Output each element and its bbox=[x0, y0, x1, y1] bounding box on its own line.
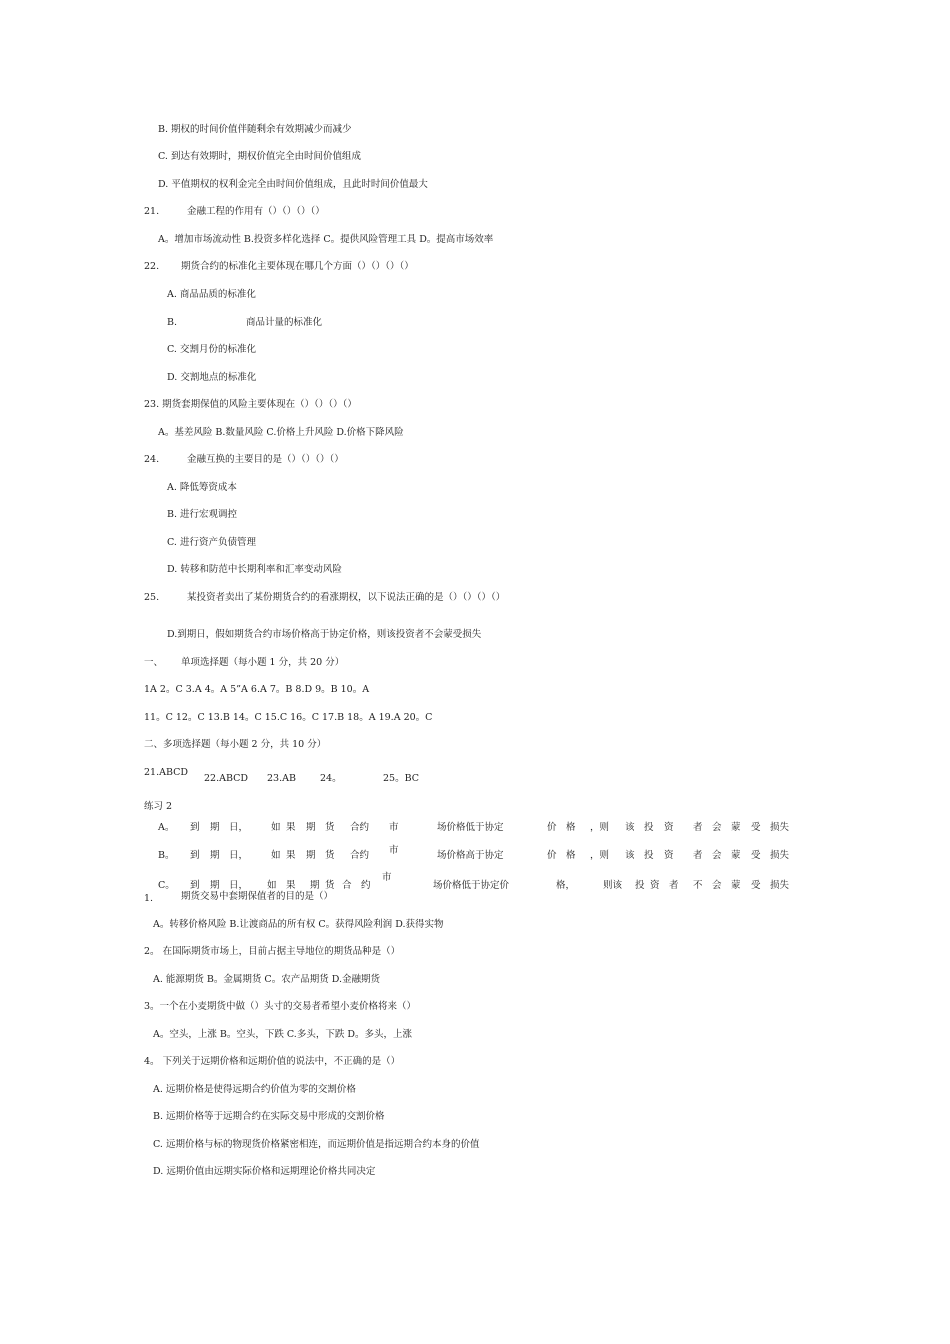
ex2-q4-option-c: C. 远期价格与标的物现货价格紧密相连，而远期价值是指远期合约本身的价值 bbox=[153, 1139, 480, 1150]
q23-options: A。基差风险 B.数量风险 C.价格上升风险 D.价格下降风险 bbox=[158, 427, 404, 438]
q25-text: 某投资者卖出了某份期货合约的看涨期权，以下说法正确的是（）（）（）（） bbox=[187, 592, 506, 603]
answers-single-line-2: 11。C 12。C 13.B 14。C 15.C 16。C 17.B 18。A 19.A 20。C bbox=[144, 712, 433, 723]
ex2-q4-option-a: A. 远期价格是使得远期合约价值为零的交割价格 bbox=[153, 1084, 356, 1095]
row-a-token: 市 bbox=[389, 822, 399, 833]
row-a-token: 价 bbox=[547, 822, 557, 833]
ex2-q4-text: 4。 下列关于远期价格和远期价值的说法中，不正确的是（） bbox=[144, 1056, 401, 1067]
row-b-token: 市 bbox=[389, 845, 399, 856]
exercise-2-title: 练习 2 bbox=[144, 801, 173, 812]
row-c-token: 果 bbox=[286, 880, 296, 891]
row-b-token: 货 bbox=[325, 850, 335, 861]
row-c-token: 不 bbox=[693, 880, 703, 891]
q22-option-b-text: 商品计量的标准化 bbox=[246, 317, 323, 328]
row-a-token: 货 bbox=[325, 822, 335, 833]
q24-option-d: D. 转移和防范中长期利率和汇率变动风险 bbox=[167, 564, 342, 575]
row-a-token: 如 bbox=[271, 822, 281, 833]
row-c-token: 受 bbox=[751, 880, 761, 891]
row-b-token: 该 bbox=[625, 850, 635, 861]
row-a-token: 会 bbox=[712, 822, 722, 833]
q21-options: A。增加市场流动性 B.投资多样化选择 C。提供风险管理工具 D。提高市场效率 bbox=[158, 234, 494, 245]
row-c-token: 日， bbox=[229, 880, 249, 891]
row-b-token: 果 bbox=[286, 850, 296, 861]
row-a-token: 资 bbox=[664, 822, 674, 833]
row-b-token: 期 bbox=[306, 850, 316, 861]
row-b-token: 资 bbox=[664, 850, 674, 861]
row-c-token: 者 bbox=[669, 880, 679, 891]
row-b-token: 格 bbox=[566, 850, 576, 861]
row-c-token: 如 bbox=[267, 880, 277, 891]
row-a-token: 期 bbox=[210, 822, 220, 833]
row-b-token: 日， bbox=[229, 850, 249, 861]
row-a-token: 损失 bbox=[770, 822, 790, 833]
q21-number: 21. bbox=[144, 206, 160, 217]
row-b-token: 合约 bbox=[350, 850, 370, 861]
row-c-token: 到 bbox=[190, 880, 200, 891]
answers-single-line-1: 1A 2。C 3.A 4。A 5”A 6.A 7。B 8.D 9。B 10。A bbox=[144, 684, 370, 695]
row-c-token: 损失 bbox=[770, 880, 790, 891]
row-a-token: 受 bbox=[751, 822, 761, 833]
q24-number: 24. bbox=[144, 454, 160, 465]
q22-option-d: D. 交割地点的标准化 bbox=[167, 372, 257, 383]
ex2-q1-text: 期货交易中套期保值者的目的是（） bbox=[181, 891, 334, 902]
ex2-q2-options: A. 能源期货 B。金属期货 C。农产品期货 D.金融期货 bbox=[153, 974, 381, 985]
row-c-token: 投 bbox=[635, 880, 645, 891]
row-b-token: B。 bbox=[158, 850, 175, 861]
ex2-q2-text: 2。 在国际期货市场上，目前占据主导地位的期货品种是（） bbox=[144, 946, 401, 957]
q23-text: 23. 期货套期保值的风险主要体现在（）（）（）（） bbox=[144, 399, 357, 410]
q22-text: 期货合约的标准化主要体现在哪几个方面（）（）（）（） bbox=[181, 261, 414, 272]
row-c-token: 会 bbox=[712, 880, 722, 891]
q20-option-c: C. 到达有效期时，期权价值完全由时间价值组成 bbox=[158, 151, 361, 162]
answer-24: 24。 bbox=[320, 773, 342, 784]
row-b-token: 如 bbox=[271, 850, 281, 861]
row-a-token: ，则 bbox=[590, 822, 610, 833]
row-a-token: 蒙 bbox=[731, 822, 741, 833]
q24-text: 金融互换的主要目的是（）（）（）（） bbox=[187, 454, 344, 465]
row-b-token: 期 bbox=[210, 850, 220, 861]
row-a-token: 场价格低于协定 bbox=[437, 822, 504, 833]
q24-option-a: A. 降低筹资成本 bbox=[167, 482, 237, 493]
answer-25: 25。BC bbox=[383, 773, 420, 784]
row-b-token: 场价格高于协定 bbox=[437, 850, 504, 861]
row-c-token: 市 bbox=[382, 872, 392, 883]
row-a-token: 期 bbox=[306, 822, 316, 833]
q21-text: 金融工程的作用有（）（）（）（） bbox=[187, 206, 325, 217]
row-b-token: 受 bbox=[751, 850, 761, 861]
q24-option-c: C. 进行资产负债管理 bbox=[167, 537, 256, 548]
answers-single-title: 单项选择题（每小题 1 分，共 20 分） bbox=[181, 657, 345, 668]
answers-multi-title: 二、多项选择题（每小题 2 分，共 10 分） bbox=[144, 739, 327, 750]
q25-option-d: D.到期日，假如期货合约市场价格高于协定价格，则该投资者不会蒙受损失 bbox=[167, 629, 482, 640]
answers-single-number: 一、 bbox=[144, 657, 164, 668]
row-b-token: 价 bbox=[547, 850, 557, 861]
answer-22: 22.ABCD bbox=[204, 773, 249, 784]
row-a-token: 者 bbox=[693, 822, 703, 833]
q24-option-b: B. 进行宏观调控 bbox=[167, 509, 238, 520]
row-c-token: 蒙 bbox=[731, 880, 741, 891]
row-c-token: 期 bbox=[210, 880, 220, 891]
ex2-q3-options: A。空头，上涨 B。空头，下跌 C.多头，下跌 D。多头，上涨 bbox=[153, 1029, 412, 1040]
row-a-token: 到 bbox=[190, 822, 200, 833]
row-b-token: 到 bbox=[190, 850, 200, 861]
q25-number: 25. bbox=[144, 592, 160, 603]
q20-option-b: B. 期权的时间价值伴随剩余有效期减少而减少 bbox=[158, 124, 352, 135]
row-b-token: 蒙 bbox=[731, 850, 741, 861]
q22-option-b-label: B. bbox=[167, 317, 178, 328]
row-c-token: 期 bbox=[310, 880, 320, 891]
q22-option-a: A. 商品品质的标准化 bbox=[167, 289, 256, 300]
ex2-q4-option-b: B. 远期价格等于远期合约在实际交易中形成的交割价格 bbox=[153, 1111, 385, 1122]
row-c-token: 格， bbox=[556, 880, 576, 891]
q22-option-c: C. 交割月份的标准化 bbox=[167, 344, 256, 355]
row-a-token: 合约 bbox=[350, 822, 370, 833]
q22-number: 22. bbox=[144, 261, 160, 272]
ex2-q4-option-d: D. 远期价值由远期实际价格和远期理论价格共同决定 bbox=[153, 1166, 376, 1177]
row-c-token: 货 bbox=[325, 880, 335, 891]
answer-21: 21.ABCD bbox=[144, 767, 189, 778]
row-b-token: 损失 bbox=[770, 850, 790, 861]
row-b-token: 投 bbox=[644, 850, 654, 861]
row-b-token: 会 bbox=[712, 850, 722, 861]
row-a-token: 格 bbox=[566, 822, 576, 833]
row-b-token: 者 bbox=[693, 850, 703, 861]
row-c-token: C。 bbox=[158, 880, 175, 891]
row-b-token: ，则 bbox=[590, 850, 610, 861]
ex2-q1-number: 1. bbox=[144, 893, 154, 904]
row-a-token: 该 bbox=[625, 822, 635, 833]
q20-option-d: D. 平值期权的权利金完全由时间价值组成，且此时时间价值最大 bbox=[158, 179, 428, 190]
row-c-token: 约 bbox=[361, 880, 371, 891]
row-a-token: A。 bbox=[158, 822, 175, 833]
row-a-token: 日， bbox=[229, 822, 249, 833]
row-a-token: 果 bbox=[286, 822, 296, 833]
row-c-token: 合 bbox=[342, 880, 352, 891]
row-a-token: 投 bbox=[644, 822, 654, 833]
answer-23: 23.AB bbox=[267, 773, 296, 784]
row-c-token: 资 bbox=[650, 880, 660, 891]
row-c-token: 则该 bbox=[603, 880, 623, 891]
row-c-token: 场价格低于协定价 bbox=[433, 880, 510, 891]
ex2-q1-options: A。转移价格风险 B.让渡商品的所有权 C。获得风险利润 D.获得实物 bbox=[153, 919, 444, 930]
ex2-q3-text: 3。一个在小麦期货中做（）头寸的交易者希望小麦价格将来（） bbox=[144, 1001, 417, 1012]
